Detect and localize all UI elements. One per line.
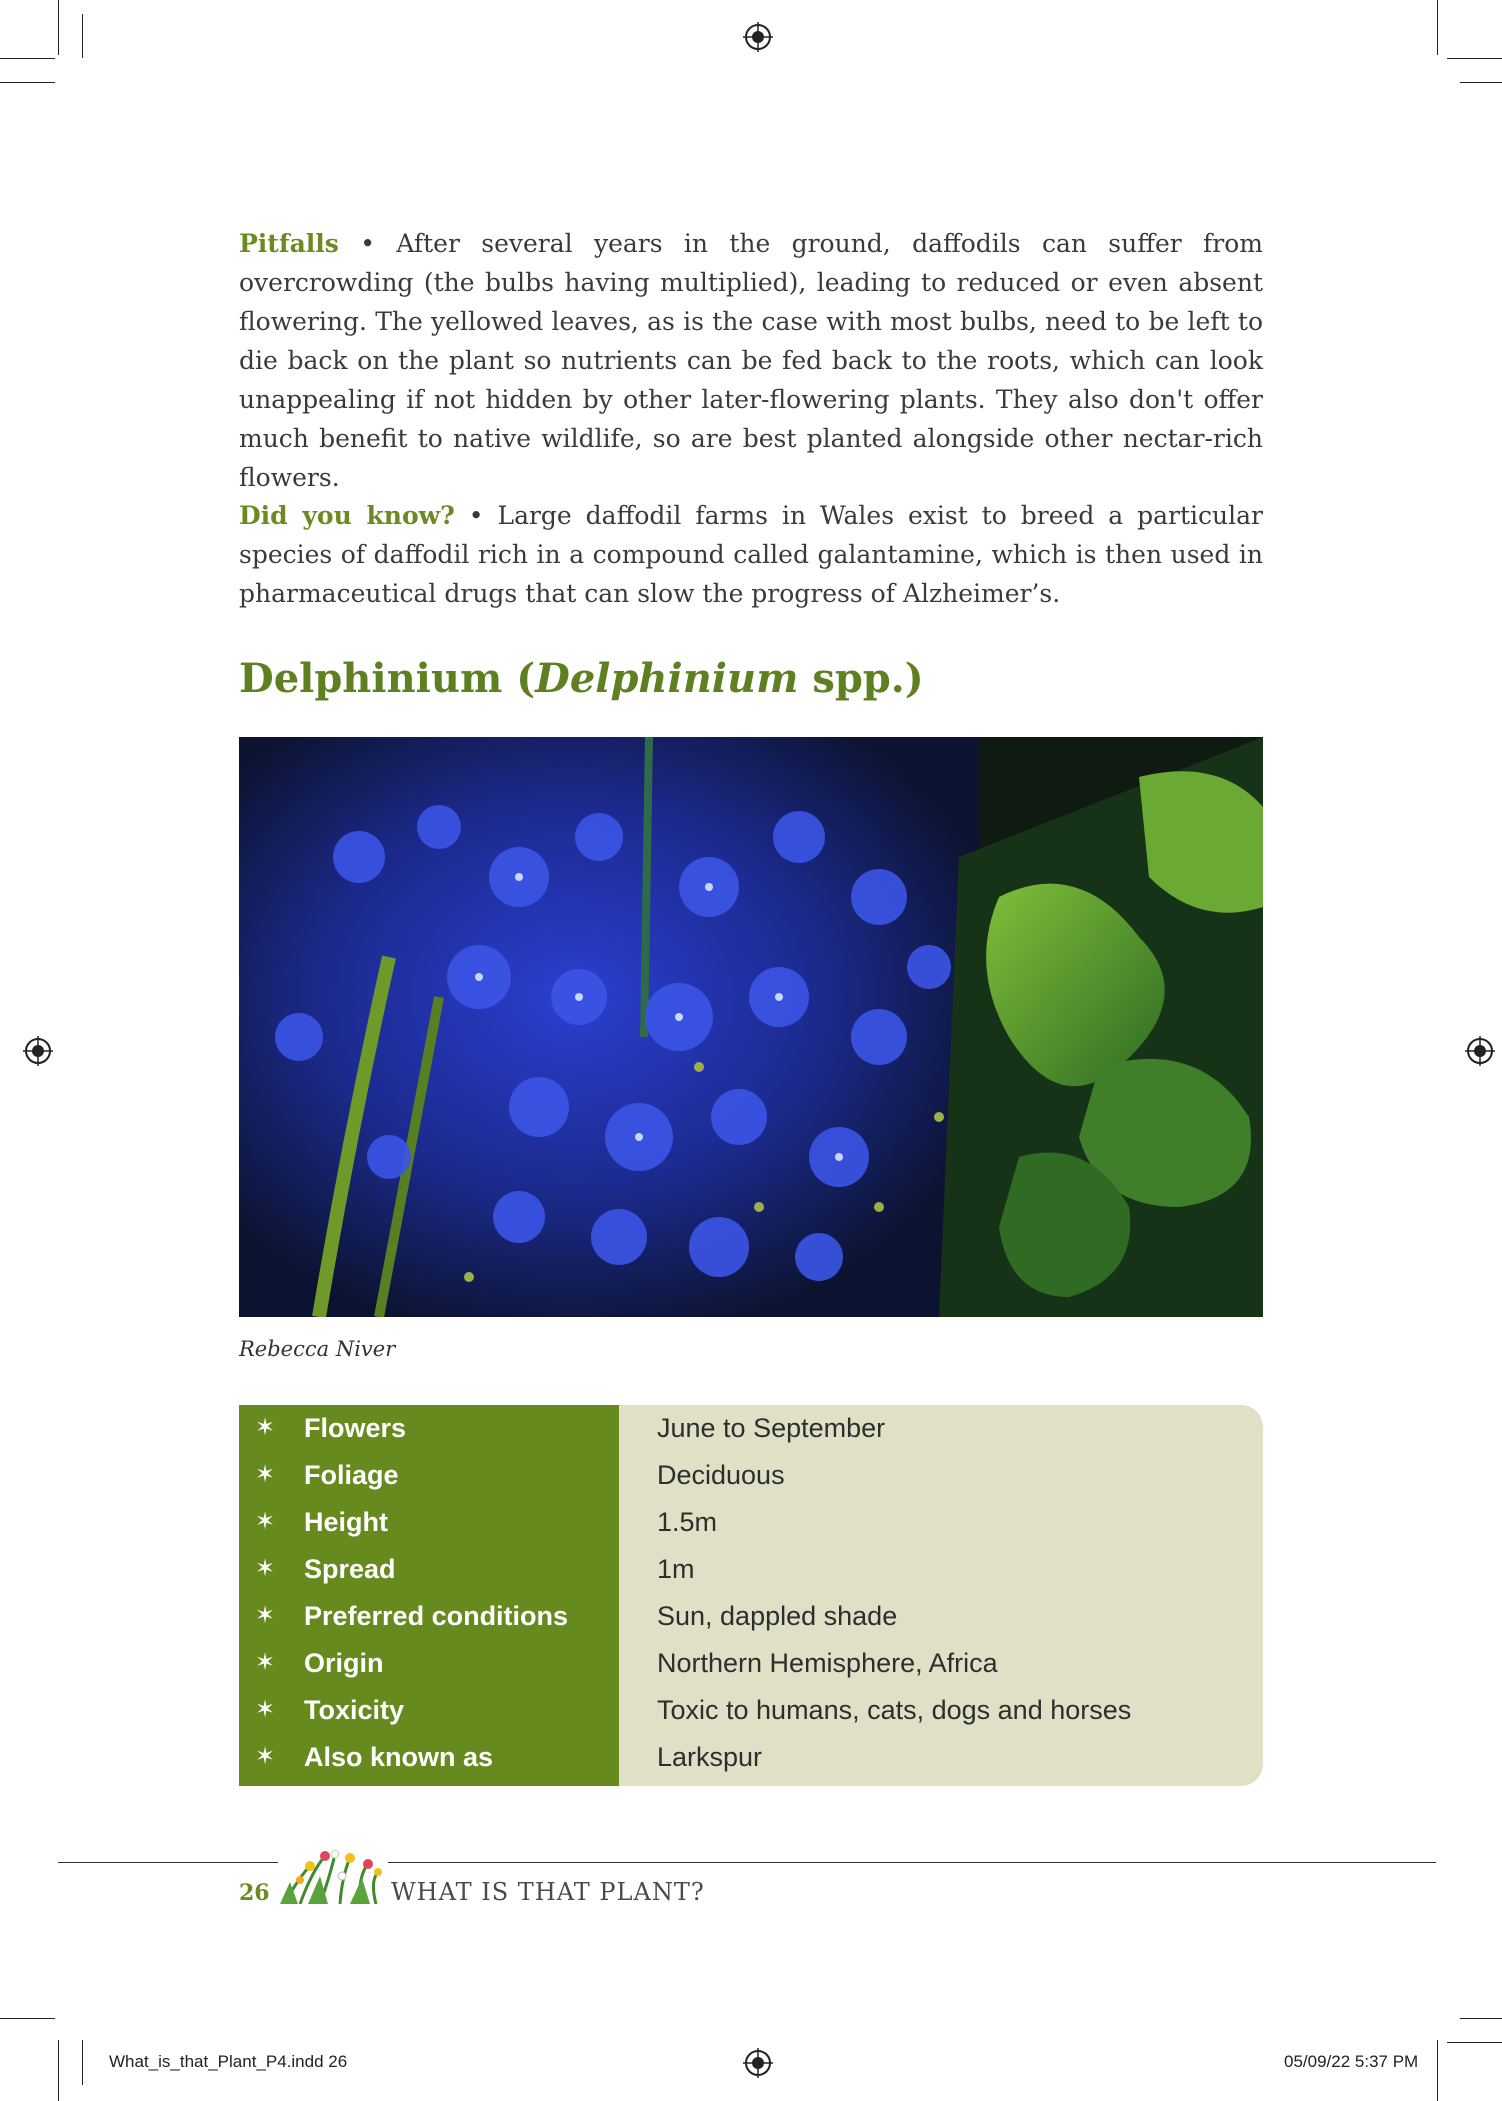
registration-mark-icon	[743, 22, 773, 52]
crop-mark	[58, 2040, 59, 2101]
slug-datetime: 05/09/22 5:37 PM	[1284, 2052, 1419, 2071]
crop-mark	[1447, 58, 1502, 59]
crop-mark	[0, 2018, 55, 2019]
fact-value: Deciduous	[657, 1460, 785, 1490]
fact-label: Toxicity	[304, 1695, 405, 1725]
facts-panel	[239, 1405, 1263, 1786]
crop-mark	[82, 2040, 83, 2085]
fact-row-flowers	[239, 1405, 1263, 1452]
photo-credit: Rebecca Niver	[239, 1337, 396, 1361]
footer-rule-right	[388, 1862, 1436, 1863]
footer-rule-left	[58, 1862, 278, 1863]
did-you-know-lead: Did you know?	[239, 501, 455, 530]
fact-row-also-known-as	[239, 1734, 1263, 1781]
fact-label: Origin	[304, 1648, 384, 1678]
fact-label: Spread	[304, 1554, 396, 1584]
crop-mark	[1437, 2040, 1438, 2101]
fact-label: Flowers	[304, 1413, 407, 1443]
registration-mark-icon	[1465, 1036, 1495, 1066]
heading-suffix: spp.)	[798, 655, 924, 702]
star-bullet-icon: ✶	[255, 1696, 276, 1723]
crop-mark	[82, 14, 83, 58]
heading-prefix: Delphinium (	[239, 655, 536, 702]
fact-row-toxicity	[239, 1687, 1263, 1734]
star-bullet-icon: ✶	[255, 1743, 276, 1770]
crop-mark	[1460, 82, 1502, 83]
fact-row-preferred-conditions	[239, 1593, 1263, 1640]
star-bullet-icon: ✶	[255, 1461, 276, 1488]
crop-mark	[58, 0, 59, 55]
pitfalls-text: • After several years in the ground, daffodils can suffer from overcrowding (the bulbs having multiplied), leading to reduced or even absent flowering. The yellowed leaves, as is the case with most bulbs, need to be left to die back on the plant so nutrients can be fed back to the roots, which can look unappealing if not hidden by other later-flowering plants. They also don't offer much benefit to native wildlife, so are best planted alongside other nectar-rich flowers.	[239, 229, 1263, 492]
heading-italic: Delphinium	[535, 655, 799, 702]
did-you-know-paragraph	[239, 496, 1263, 613]
crop-mark	[0, 82, 55, 83]
fact-row-origin	[239, 1640, 1263, 1687]
fact-row-height	[239, 1499, 1263, 1546]
page-number: 26	[239, 1880, 270, 1906]
fact-value: Sun, dappled shade	[657, 1601, 898, 1631]
fact-value: Larkspur	[657, 1742, 763, 1772]
registration-mark-icon	[23, 1036, 53, 1066]
star-bullet-icon: ✶	[255, 1414, 276, 1441]
crop-mark	[0, 58, 55, 59]
fact-row-spread	[239, 1546, 1263, 1593]
fact-value: 1.5m	[657, 1507, 718, 1537]
pitfalls-lead: Pitfalls	[239, 229, 339, 258]
star-bullet-icon: ✶	[255, 1555, 276, 1582]
crop-mark	[1447, 2042, 1502, 2043]
registration-mark-icon	[743, 2048, 773, 2078]
star-bullet-icon: ✶	[255, 1602, 276, 1629]
did-you-know-text: • Large daffodil farms in Wales exist to breed a particular species of daffodil rich in a compound called galantamine, which is then used in pharmaceutical drugs that can slow the progress of Alzheimer’s.	[239, 501, 1263, 608]
fact-label: Preferred conditions	[304, 1601, 569, 1631]
fact-label: Foliage	[304, 1460, 399, 1490]
delphinium-photo-illustration	[239, 737, 1263, 1317]
fact-row-foliage	[239, 1452, 1263, 1499]
section-heading	[239, 655, 924, 702]
fact-value: 1m	[657, 1554, 695, 1584]
fact-value: Northern Hemisphere, Africa	[657, 1648, 998, 1678]
fact-value: June to September	[657, 1413, 886, 1443]
fact-value: Toxic to humans, cats, dogs and horses	[657, 1695, 1132, 1725]
slug-filename: What_is_that_Plant_P4.indd 26	[109, 2052, 348, 2071]
delphinium-photo	[239, 737, 1263, 1317]
star-bullet-icon: ✶	[255, 1649, 276, 1676]
star-bullet-icon: ✶	[255, 1508, 276, 1535]
crop-mark	[1460, 2018, 1502, 2019]
crop-mark	[1437, 0, 1438, 55]
flower-bouquet-icon	[280, 1846, 382, 1904]
fact-label: Also known as	[304, 1742, 494, 1772]
book-title: WHAT IS THAT PLANT?	[391, 1878, 705, 1906]
pitfalls-paragraph	[239, 224, 1263, 497]
fact-label: Height	[304, 1507, 388, 1537]
